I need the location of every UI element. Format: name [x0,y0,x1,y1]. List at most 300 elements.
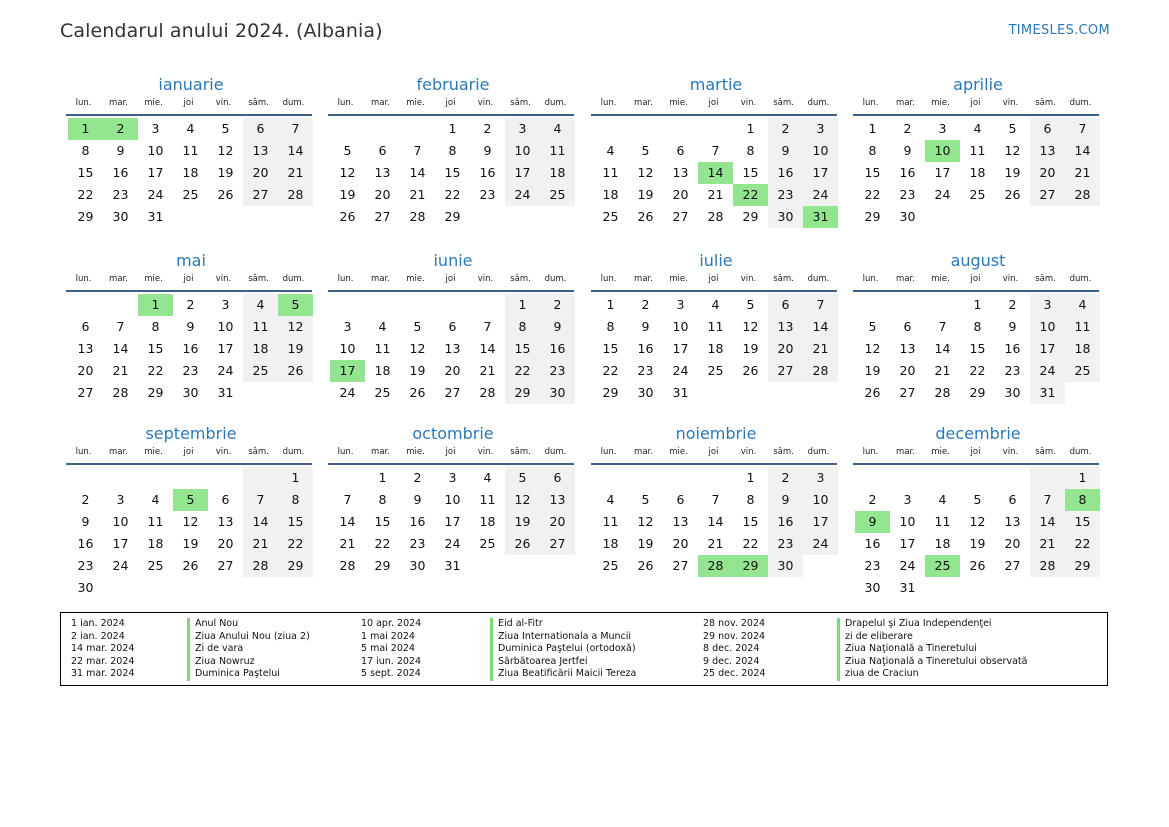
weekday-label: dum. [544,98,567,108]
empty-cell [365,118,400,140]
day-cell: 10 [217,319,234,334]
day-cell: 28 [278,184,313,206]
day-cell: 23 [768,184,803,206]
day-cell: 18 [479,514,496,529]
day-cell: 18 [540,162,575,184]
day-cell: 4 [606,492,615,507]
weekday-label: vin. [215,447,232,457]
day-cell: 25 [707,363,724,378]
day-cell: 20 [374,187,391,202]
empty-cell [400,118,435,140]
day-cell: 15 [742,514,759,529]
holiday-day: 17 [330,360,365,382]
empty-cell [243,206,278,228]
empty-cell [1065,206,1100,228]
legend-date: 2 ian. 2024 [71,630,125,642]
weekday-label: lun. [862,98,879,108]
weekday-label: joi [970,447,981,457]
day-cell: 3 [221,297,230,312]
weekday-label: mar. [371,274,390,284]
weekday-label: lun. [862,447,879,457]
weekday-label: vin. [477,98,494,108]
day-cell: 20 [243,162,278,184]
holiday-day: 5 [173,489,208,511]
weekday-label: sâm. [773,274,794,284]
weekday-header [66,445,312,465]
day-cell: 15 [444,165,461,180]
day-cell: 17 [803,162,838,184]
day-cell: 3 [803,467,838,489]
day-cell: 27 [374,209,391,224]
day-cell: 12 [217,143,234,158]
empty-cell [855,467,890,489]
day-cell: 15 [742,165,759,180]
day-cell: 3 [903,492,912,507]
legend-date: 28 nov. 2024 [703,618,766,629]
day-cell: 3 [116,492,125,507]
day-cell: 23 [182,363,199,378]
weekday-label: sâm. [1035,98,1056,108]
day-cell: 7 [711,143,720,158]
day-cell: 27 [1030,184,1065,206]
empty-cell [960,467,995,489]
day-cell: 5 [505,467,540,489]
day-cell: 19 [409,363,426,378]
day-cell: 29 [147,385,164,400]
empty-cell [593,467,628,489]
day-cell: 13 [540,489,575,511]
day-cell: 23 [112,187,129,202]
legend-holiday-name: Sărbătoarea Jertfei [490,656,636,669]
weekday-label: lun. [600,447,617,457]
day-cell: 19 [742,341,759,356]
weekday-label: vin. [477,274,494,284]
day-cell: 6 [1008,492,1017,507]
holiday-day: 22 [733,184,768,206]
legend-dates-col-3 [703,618,765,681]
day-cell: 30 [540,382,575,404]
weekday-label: mar. [896,98,915,108]
day-cell: 13 [899,341,916,356]
day-cell: 10 [1030,316,1065,338]
day-cell: 22 [602,363,619,378]
legend-holiday-name: Zi de vara [187,643,310,656]
day-cell: 16 [112,165,129,180]
day-grid [330,467,576,577]
day-cell: 14 [409,165,426,180]
legend-holiday-name: Ziua Nowruz [187,656,310,669]
day-grid [593,467,839,577]
day-cell: 24 [803,184,838,206]
day-cell: 26 [409,385,426,400]
weekday-header [853,445,1099,465]
day-cell: 18 [182,165,199,180]
day-cell: 27 [540,533,575,555]
day-cell: 20 [444,363,461,378]
day-cell: 27 [217,558,234,573]
legend-date: 25 dec. 2024 [703,668,766,680]
empty-cell [925,294,960,316]
day-cell: 11 [374,341,391,356]
day-cell: 30 [637,385,654,400]
day-cell: 10 [505,140,540,162]
empty-cell [243,467,278,489]
day-cell: 4 [378,319,387,334]
day-cell: 13 [672,514,689,529]
day-cell: 17 [147,165,164,180]
empty-cell [103,294,138,316]
empty-cell [925,206,960,228]
day-cell: 8 [151,319,160,334]
day-cell: 9 [413,492,422,507]
day-cell: 5 [221,121,230,136]
holiday-day: 2 [103,118,138,140]
day-cell: 7 [803,294,838,316]
day-cell: 15 [1065,511,1100,533]
legend-holiday-name: ziua de Craciun [837,668,1027,681]
month-noiembrie [593,423,839,577]
day-cell: 7 [116,319,125,334]
day-cell: 25 [147,558,164,573]
day-cell: 11 [969,143,986,158]
day-cell: 18 [1065,338,1100,360]
weekday-label: mar. [109,447,128,457]
weekday-label: mie. [669,274,688,284]
day-cell: 17 [803,511,838,533]
day-cell: 19 [637,536,654,551]
day-cell: 12 [1004,143,1021,158]
empty-cell [208,206,243,228]
holiday-day: 14 [698,162,733,184]
day-cell: 20 [1030,162,1065,184]
day-cell: 29 [444,209,461,224]
empty-cell [470,294,505,316]
day-cell: 3 [505,118,540,140]
day-cell: 27 [899,385,916,400]
day-cell: 1 [746,470,755,485]
legend-date: 5 sept. 2024 [361,668,421,680]
day-cell: 28 [339,558,356,573]
day-cell: 1 [448,121,457,136]
empty-cell [1065,577,1100,599]
day-cell: 13 [1030,140,1065,162]
day-cell: 26 [505,533,540,555]
month-mai [68,250,314,404]
month-name: ianuarie [158,75,224,94]
empty-cell [68,467,103,489]
day-cell: 8 [505,316,540,338]
day-cell: 13 [768,316,803,338]
day-cell: 19 [864,363,881,378]
day-cell: 13 [444,341,461,356]
legend-dates-col-2 [361,618,421,681]
empty-cell [243,577,278,599]
day-cell: 11 [243,316,278,338]
month-ianuarie [68,74,314,228]
empty-cell [435,294,470,316]
day-cell: 20 [768,338,803,360]
day-cell: 1 [973,297,982,312]
day-cell: 4 [483,470,492,485]
day-cell: 17 [444,514,461,529]
day-cell: 19 [339,187,356,202]
day-cell: 3 [803,118,838,140]
holiday-day: 9 [855,511,890,533]
day-cell: 9 [768,140,803,162]
day-cell: 7 [343,492,352,507]
weekday-label: joi [183,98,194,108]
day-cell: 7 [1065,118,1100,140]
legend-date: 5 mai 2024 [361,643,415,655]
day-cell: 30 [768,206,803,228]
day-cell: 2 [413,470,422,485]
day-cell: 27 [1004,558,1021,573]
day-cell: 16 [899,165,916,180]
weekday-label: sâm. [510,98,531,108]
holiday-day: 31 [803,206,838,228]
month-name: aprilie [953,75,1003,94]
day-cell: 13 [77,341,94,356]
day-cell: 24 [444,536,461,551]
day-cell: 16 [768,162,803,184]
weekday-label: mar. [371,98,390,108]
weekday-label: mie. [931,98,950,108]
day-cell: 23 [409,536,426,551]
day-cell: 22 [969,363,986,378]
brand-link[interactable]: TIMESLES.COM [1008,23,1110,38]
month-name: martie [689,75,743,94]
legend-date: 1 ian. 2024 [71,618,125,629]
day-cell: 16 [1004,341,1021,356]
day-cell: 28 [934,385,951,400]
day-cell: 16 [637,341,654,356]
day-cell: 11 [602,514,619,529]
month-iunie [330,250,576,404]
day-cell: 8 [448,143,457,158]
day-cell: 3 [676,297,685,312]
day-cell: 11 [540,140,575,162]
empty-cell [1030,577,1065,599]
empty-cell [890,467,925,489]
day-cell: 11 [1065,316,1100,338]
day-cell: 13 [374,165,391,180]
legend-date: 9 dec. 2024 [703,655,760,667]
empty-cell [103,467,138,489]
legend-date: 22 mar. 2024 [71,655,135,667]
month-octombrie [330,423,576,577]
weekday-label: joi [708,98,719,108]
day-cell: 25 [602,209,619,224]
day-cell: 19 [217,165,234,180]
weekday-header [328,96,574,116]
day-cell: 9 [483,143,492,158]
weekday-label: mie. [931,447,950,457]
legend-holiday-name: Ziua Internationala a Muncii [490,631,636,644]
day-cell: 22 [444,187,461,202]
day-cell: 24 [899,558,916,573]
weekday-label: lun. [75,98,92,108]
day-cell: 21 [243,533,278,555]
day-cell: 6 [243,118,278,140]
day-cell: 14 [1065,140,1100,162]
day-cell: 27 [672,209,689,224]
holiday-legend [60,612,1108,686]
day-cell: 28 [409,209,426,224]
day-cell: 25 [243,360,278,382]
day-cell: 24 [147,187,164,202]
day-cell: 4 [186,121,195,136]
weekday-label: vin. [477,447,494,457]
day-cell: 25 [479,536,496,551]
day-cell: 8 [868,143,877,158]
month-name: septembrie [145,424,237,443]
weekday-label: mar. [896,274,915,284]
day-cell: 30 [77,580,94,595]
weekday-label: vin. [1002,98,1019,108]
day-cell: 24 [339,385,356,400]
day-cell: 24 [505,184,540,206]
day-cell: 12 [278,316,313,338]
day-cell: 2 [641,297,650,312]
weekday-label: lun. [75,274,92,284]
day-cell: 20 [1004,536,1021,551]
day-cell: 8 [606,319,615,334]
empty-cell [540,555,575,577]
day-cell: 29 [864,209,881,224]
weekday-label: mar. [109,98,128,108]
day-cell: 21 [707,187,724,202]
day-cell: 23 [637,363,654,378]
weekday-label: vin. [1002,274,1019,284]
day-cell: 23 [1004,363,1021,378]
weekday-label: joi [970,98,981,108]
month-septembrie [68,423,314,599]
month-name: octombrie [412,424,494,443]
day-cell: 19 [637,187,654,202]
day-cell: 26 [742,363,759,378]
empty-cell [890,294,925,316]
day-cell: 12 [742,319,759,334]
weekday-label: joi [708,447,719,457]
day-cell: 10 [147,143,164,158]
empty-cell [1065,382,1100,404]
day-cell: 23 [768,533,803,555]
day-cell: 2 [540,294,575,316]
day-cell: 14 [803,316,838,338]
empty-cell [995,206,1030,228]
day-cell: 16 [77,536,94,551]
day-cell: 20 [672,187,689,202]
day-cell: 7 [1030,489,1065,511]
day-cell: 10 [672,319,689,334]
day-cell: 16 [540,338,575,360]
weekday-label: lun. [337,274,354,284]
day-cell: 23 [479,187,496,202]
day-cell: 31 [672,385,689,400]
empty-cell [1030,467,1065,489]
weekday-label: mie. [669,98,688,108]
day-cell: 26 [969,558,986,573]
weekday-label: dum. [807,447,830,457]
day-cell: 1 [868,121,877,136]
day-cell: 29 [278,555,313,577]
legend-date: 31 mar. 2024 [71,668,135,680]
day-cell: 7 [483,319,492,334]
day-cell: 16 [409,514,426,529]
weekday-label: dum. [1069,98,1092,108]
empty-cell [663,467,698,489]
weekday-label: mie. [931,274,950,284]
day-cell: 1 [606,297,615,312]
day-cell: 4 [973,121,982,136]
weekday-label: dum. [1069,274,1092,284]
day-cell: 12 [637,514,654,529]
day-cell: 14 [934,341,951,356]
weekday-label: mie. [406,447,425,457]
day-cell: 12 [409,341,426,356]
day-cell: 21 [803,338,838,360]
day-cell: 11 [147,514,164,529]
day-grid [593,294,839,404]
day-cell: 26 [182,558,199,573]
day-cell: 14 [339,514,356,529]
day-cell: 3 [938,121,947,136]
weekday-label: sâm. [1035,274,1056,284]
empty-cell [803,555,838,577]
day-cell: 13 [243,140,278,162]
empty-cell [103,577,138,599]
weekday-label: vin. [1002,447,1019,457]
day-cell: 27 [672,558,689,573]
day-cell: 20 [672,536,689,551]
day-cell: 5 [641,143,650,158]
empty-cell [138,467,173,489]
weekday-label: joi [183,447,194,457]
holiday-day: 1 [138,294,173,316]
weekday-label: dum. [544,274,567,284]
weekday-label: mie. [406,274,425,284]
day-cell: 22 [374,536,391,551]
day-cell: 25 [1065,360,1100,382]
weekday-label: lun. [337,98,354,108]
empty-cell [330,467,365,489]
empty-cell [925,577,960,599]
day-cell: 5 [973,492,982,507]
day-cell: 31 [899,580,916,595]
weekday-label: joi [445,274,456,284]
day-cell: 26 [637,209,654,224]
day-cell: 18 [243,338,278,360]
empty-cell [855,294,890,316]
weekday-label: joi [183,274,194,284]
day-grid [855,118,1101,228]
day-cell: 12 [969,514,986,529]
day-cell: 11 [934,514,951,529]
day-cell: 17 [217,341,234,356]
legend-holiday-name: Ziua Naţională a Tineretului observată [837,656,1027,669]
legend-holiday-name: Duminica Paştelui (ortodoxă) [490,643,636,656]
empty-cell [243,382,278,404]
weekday-label: mie. [406,98,425,108]
empty-cell [698,467,733,489]
weekday-header [591,96,837,116]
day-grid [855,294,1101,404]
day-cell: 24 [803,533,838,555]
day-cell: 28 [243,555,278,577]
day-cell: 5 [641,492,650,507]
day-cell: 8 [278,489,313,511]
weekday-label: sâm. [248,274,269,284]
